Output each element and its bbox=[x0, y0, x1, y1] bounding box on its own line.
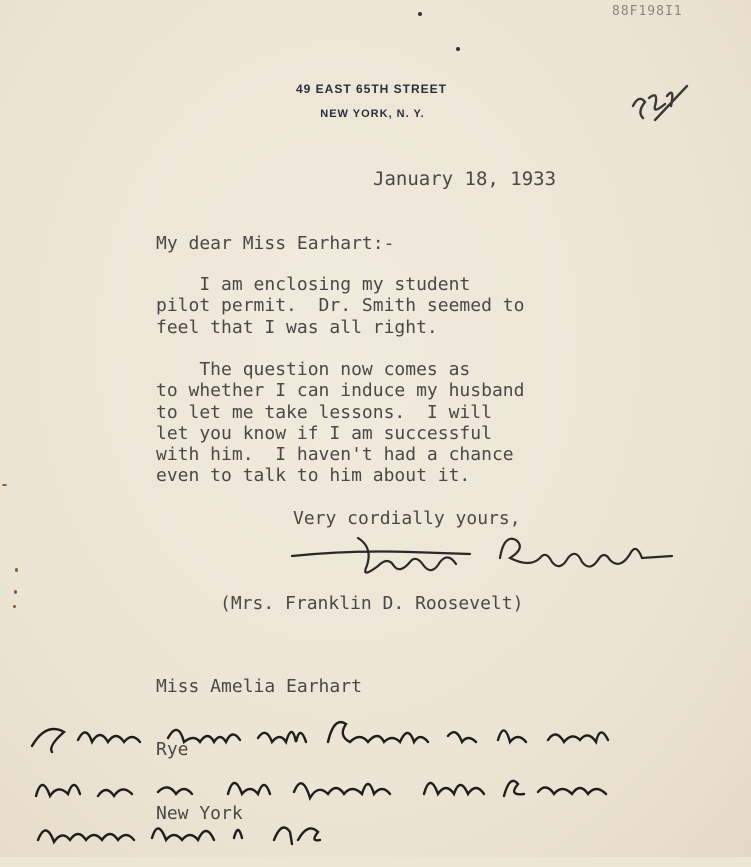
typed-signature-name: (Mrs. Franklin D. Roosevelt) bbox=[220, 593, 524, 614]
body-paragraph-2: The question now comes as to whether I can induce my husband to let me take lessons. I will let you know if I am successful with him. I haven't had a chance even to talk to him about it. bbox=[156, 359, 525, 487]
closing: Very cordially yours, bbox=[293, 508, 521, 529]
archive-number: 88F198I1 bbox=[612, 4, 683, 19]
handwritten-note bbox=[28, 712, 728, 852]
paper-speck bbox=[13, 605, 16, 608]
letterhead-city: NEW YORK, N. Y. bbox=[320, 108, 425, 120]
handwritten-signature bbox=[290, 528, 680, 584]
letterhead-address: 49 EAST 65TH STREET bbox=[295, 82, 448, 96]
paper-speck bbox=[14, 590, 17, 594]
handwritten-note-text: I have talked with Franklin & he won't let me now but perhaps later I can persuade him! E.R. bbox=[28, 712, 84, 713]
body-paragraph-1: I am enclosing my student pilot permit. Dr. Smith seemed to feel that I was all right. bbox=[156, 274, 525, 338]
paper-speck bbox=[15, 568, 18, 572]
paper-speck bbox=[2, 484, 7, 486]
letter-date: January 18, 1933 bbox=[373, 168, 557, 190]
recipient-state: New York bbox=[156, 803, 243, 825]
recipient-name: Miss Amelia Earhart bbox=[156, 675, 362, 697]
recipient-city: Rye bbox=[156, 739, 189, 761]
paper-speck bbox=[418, 12, 422, 16]
salutation: My dear Miss Earhart:- bbox=[156, 233, 395, 254]
paper-speck bbox=[456, 47, 460, 51]
